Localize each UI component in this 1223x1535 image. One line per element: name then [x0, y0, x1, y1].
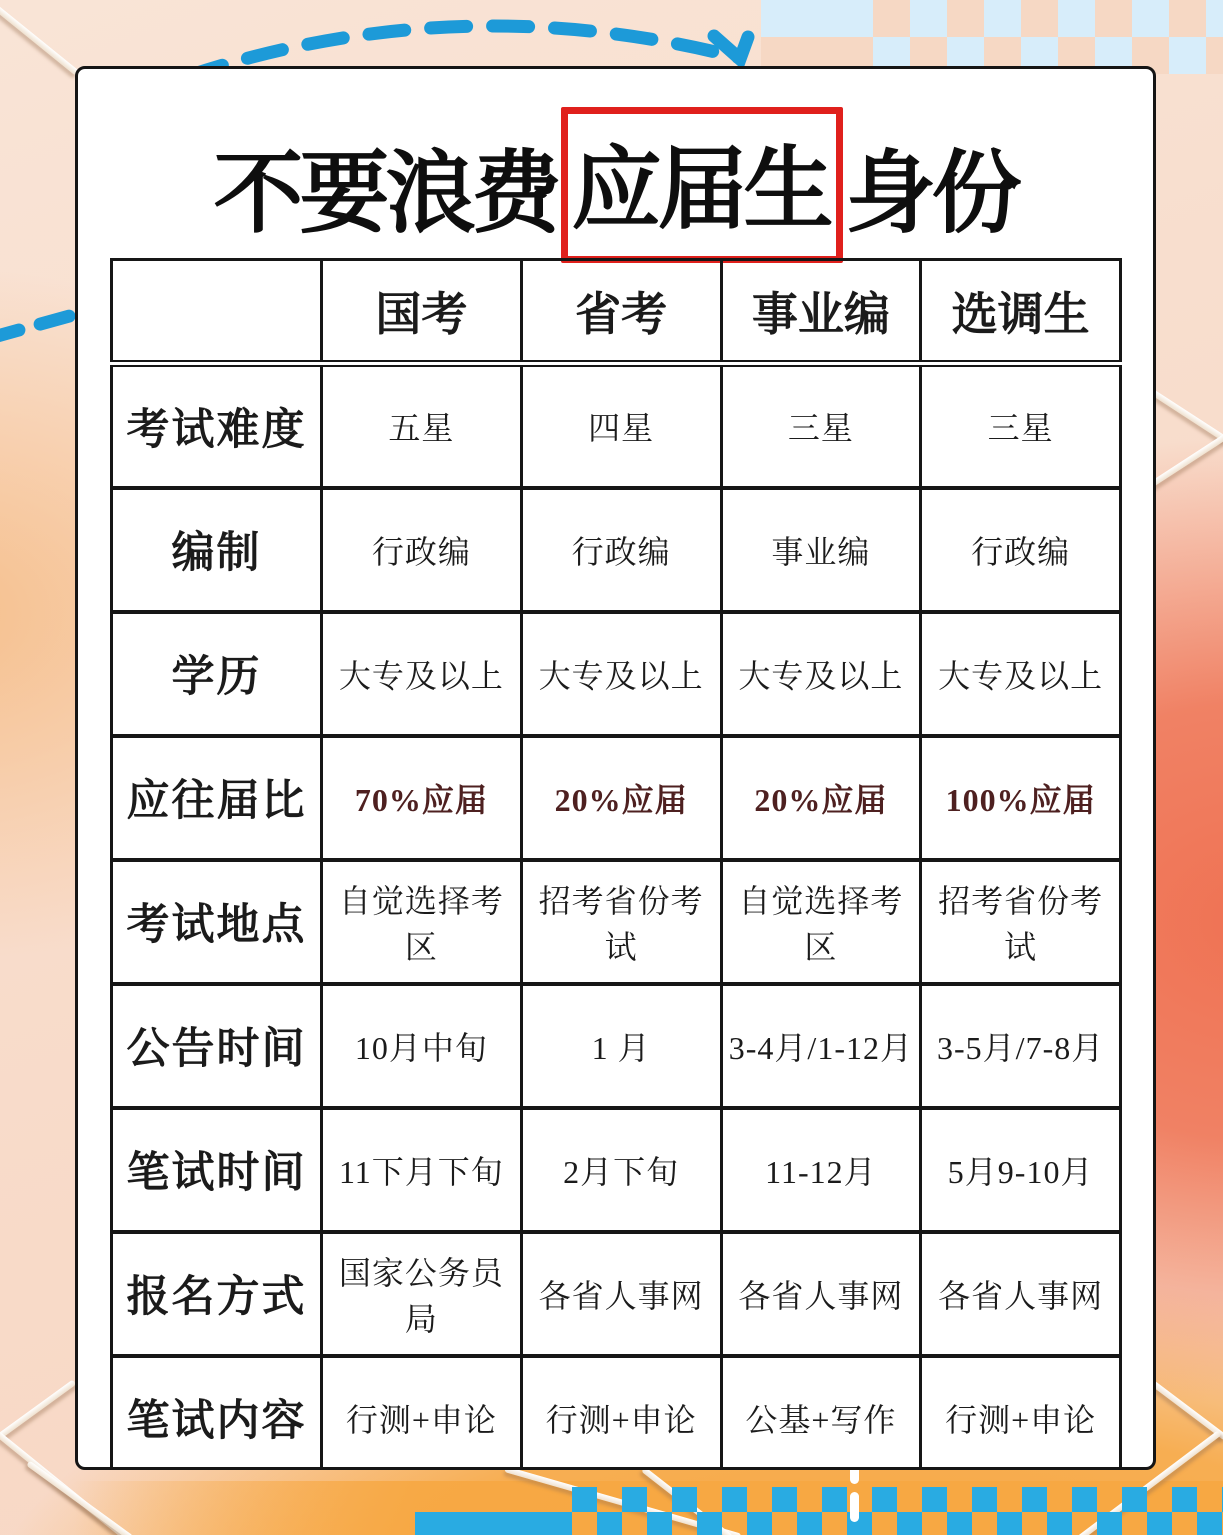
- cell-value: 大专及以上: [721, 612, 921, 736]
- cell-value: 自觉选择考区: [322, 860, 522, 984]
- white-dash: [850, 1492, 859, 1522]
- column-header: 国考: [322, 260, 522, 364]
- table-row: [112, 364, 1121, 488]
- cell-value: 3-5月/7-8月: [921, 984, 1121, 1108]
- dashed-segment: [0, 312, 84, 338]
- row-label: 考试地点: [112, 860, 322, 984]
- arrowhead: [714, 36, 748, 59]
- table-row: [112, 1356, 1121, 1471]
- cell-value: 行测+申论: [921, 1356, 1121, 1471]
- row-label: 学历: [112, 612, 322, 736]
- cell-value: 11-12月: [721, 1108, 921, 1232]
- title-highlight: 应届生: [561, 107, 843, 263]
- row-label: 笔试时间: [112, 1108, 322, 1232]
- checkerboard-top-right: [873, 0, 1223, 74]
- cell-value: 20%应届: [721, 736, 921, 860]
- diagonal-line: [26, 1461, 133, 1535]
- cell-value: 四星: [521, 364, 721, 488]
- row-label: 报名方式: [112, 1232, 322, 1356]
- diagonal-line: [0, 1379, 76, 1438]
- cell-value: 1 月: [521, 984, 721, 1108]
- cell-value: 行测+申论: [322, 1356, 522, 1471]
- cell-value: 招考省份考试: [521, 860, 721, 984]
- cell-value: 70%应届: [322, 736, 522, 860]
- comparison-table: [110, 258, 1122, 1470]
- cell-value: 各省人事网: [921, 1232, 1121, 1356]
- table-row: [112, 1232, 1121, 1356]
- cell-value: 行政编: [322, 488, 522, 612]
- page-title: [78, 105, 1153, 265]
- cell-value: 三星: [721, 364, 921, 488]
- cell-value: 各省人事网: [521, 1232, 721, 1356]
- row-label: 考试难度: [112, 364, 322, 488]
- cell-value: 国家公务员局: [322, 1232, 522, 1356]
- column-header: 省考: [521, 260, 721, 364]
- table-row: [112, 612, 1121, 736]
- cell-value: 11下月下旬: [322, 1108, 522, 1232]
- cell-value: 2月下旬: [521, 1108, 721, 1232]
- column-header: 选调生: [921, 260, 1121, 364]
- diagonal-line: [0, 0, 79, 76]
- row-label: 编制: [112, 488, 322, 612]
- table-row: [112, 1108, 1121, 1232]
- title-prefix: 不要浪费: [213, 144, 558, 244]
- cell-value: 大专及以上: [521, 612, 721, 736]
- table-wrapper: [110, 258, 1122, 1470]
- cell-value: 行政编: [521, 488, 721, 612]
- row-label: 笔试内容: [112, 1356, 322, 1471]
- row-label: 应往届比: [112, 736, 322, 860]
- row-label: 公告时间: [112, 984, 322, 1108]
- cell-value: 3-4月/1-12月: [721, 984, 921, 1108]
- cell-value: 自觉选择考区: [721, 860, 921, 984]
- title-suffix: 身份: [845, 144, 1018, 244]
- checkerboard-bottom: [572, 1487, 1223, 1535]
- checker-block: [415, 1512, 572, 1535]
- corner-cell: [112, 260, 322, 364]
- cell-value: 五星: [322, 364, 522, 488]
- cell-value: 事业编: [721, 488, 921, 612]
- cell-value: 各省人事网: [721, 1232, 921, 1356]
- table-row: [112, 488, 1121, 612]
- cell-value: 5月9-10月: [921, 1108, 1121, 1232]
- cell-value: 大专及以上: [322, 612, 522, 736]
- cell-value: 大专及以上: [921, 612, 1121, 736]
- cell-value: 10月中旬: [322, 984, 522, 1108]
- cell-value: 行测+申论: [521, 1356, 721, 1471]
- cell-value: 三星: [921, 364, 1121, 488]
- table-row: [112, 984, 1121, 1108]
- cell-value: 100%应届: [921, 736, 1121, 860]
- cell-value: 20%应届: [521, 736, 721, 860]
- table-row: [112, 736, 1121, 860]
- column-header: 事业编: [721, 260, 921, 364]
- cell-value: 行政编: [921, 488, 1121, 612]
- table-row: [112, 860, 1121, 984]
- checker-block: [761, 0, 873, 37]
- diagonal-line: [1148, 1379, 1223, 1441]
- content-card: [75, 66, 1156, 1470]
- cell-value: 招考省份考试: [921, 860, 1121, 984]
- cell-value: 公基+写作: [721, 1356, 921, 1471]
